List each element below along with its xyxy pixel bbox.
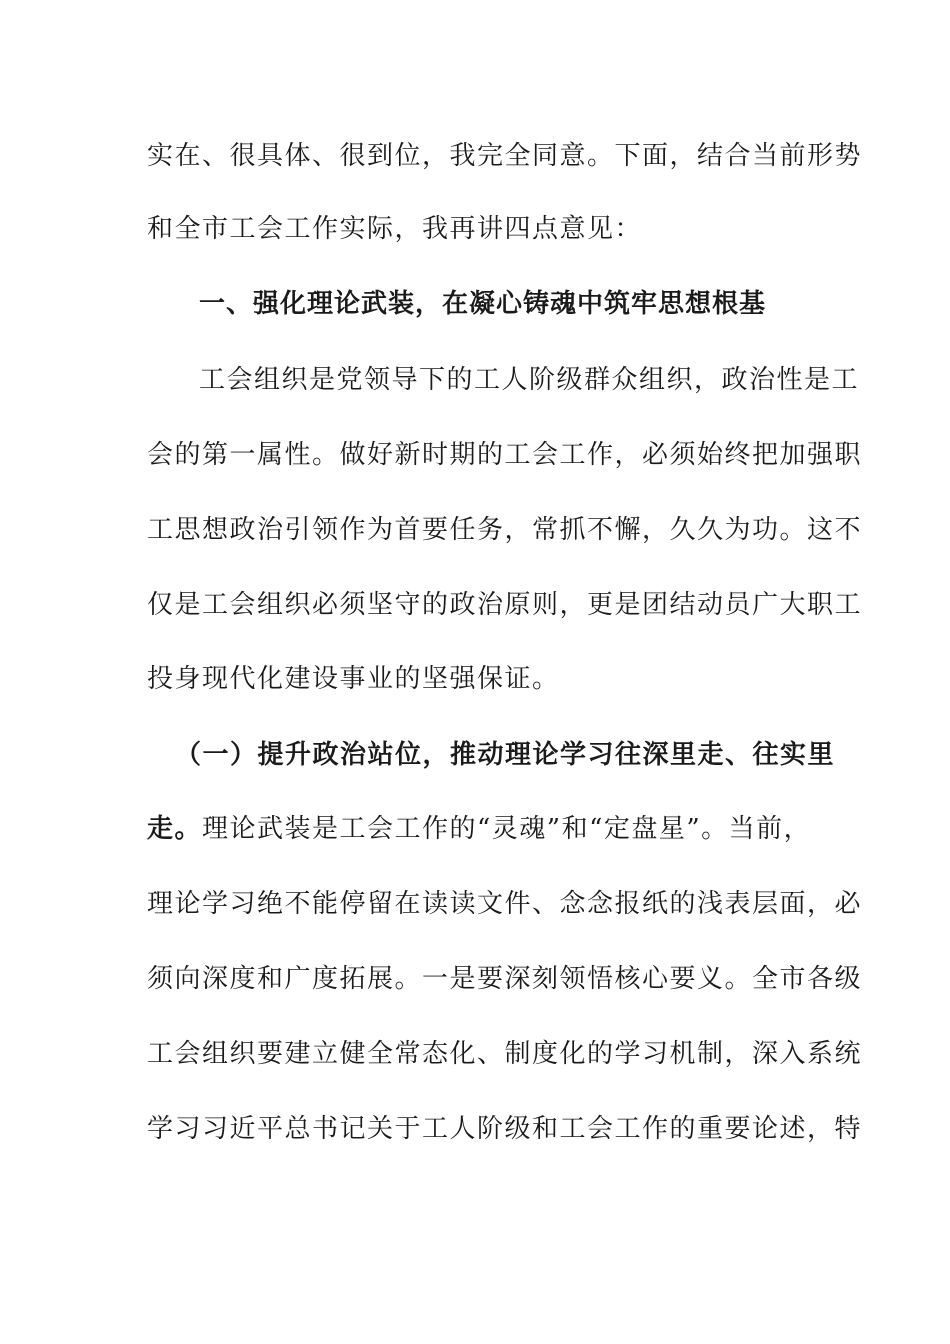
paragraph-line: 须向深度和广度拓展。一是要深刻领悟核心要义。全市各级 [147,964,863,994]
paragraph-line: 投身现代化建设事业的坚强保证。 [147,664,560,694]
subsection-heading: （一）提升政治站位，推动理论学习往深里走、往实里 [175,740,836,770]
paragraph-line: 工会组织是党领导下的工人阶级群众组织，政治性是工 [199,365,860,395]
paragraph-line: 理论学习绝不能停留在读读文件、念念报纸的浅表层面，必 [147,889,863,919]
paragraph-line: 实在、很具体、很到位，我完全同意。下面，结合当前形势 [147,141,863,171]
paragraph-line: 工会组织要建立健全常态化、制度化的学习机制，深入系统 [147,1039,863,1069]
paragraph-line: 工思想政治引领作为首要任务，常抓不懈，久久为功。这不 [147,515,863,545]
paragraph-line: 学习习近平总书记关于工人阶级和工会工作的重要论述，特 [147,1114,863,1144]
paragraph-line: 仅是工会组织必须坚守的政治原则，更是团结动员广大职工 [147,590,863,620]
section-heading: 一、强化理论武装，在凝心铸魂中筑牢思想根基 [199,289,767,319]
paragraph-text: 理论武装是工会工作的“灵魂”和“定盘星”。当前， [202,814,812,844]
subsection-heading-end: 走。 [147,814,203,844]
paragraph-line: 会的第一属性。做好新时期的工会工作，必须始终把加强职 [147,440,863,470]
paragraph-line: 和全市工会工作实际，我再讲四点意见： [147,214,643,244]
mixed-paragraph-line [147,811,812,847]
